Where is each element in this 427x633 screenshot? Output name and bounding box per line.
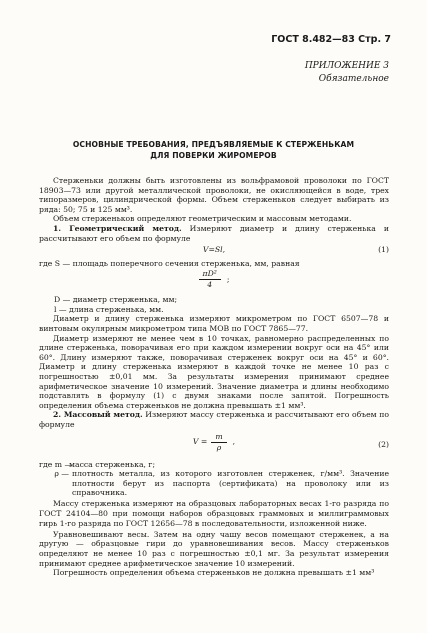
area-fraction-numerator: πD² <box>202 269 217 279</box>
formula-2-numerator: m <box>215 431 223 441</box>
formula-1-number: (1) <box>378 244 389 254</box>
appendix-label <box>305 60 389 86</box>
definition-diameter: D — диаметр стерженька, мм; <box>54 295 178 305</box>
formula-2 <box>39 432 389 460</box>
formula-2-denominator: ρ <box>211 442 226 453</box>
appendix-status: Обязательное <box>318 74 389 84</box>
section-title <box>0 139 427 161</box>
definition-mass-text: масса стерженька, г; <box>69 459 156 469</box>
paragraph-volume-methods: Объем стерженьков определяют геометрическим и массовым методами. <box>53 214 352 224</box>
formula-2-fraction <box>211 432 226 453</box>
area-fraction-suffix: ; <box>226 274 230 284</box>
formula-1 <box>39 245 389 259</box>
area-fraction <box>39 269 389 295</box>
definition-density <box>39 469 389 498</box>
definition-mass-label: где m — <box>39 459 73 469</box>
variable-definitions-1 <box>39 295 389 314</box>
title-line-1: ОСНОВНЫЕ ТРЕБОВАНИЯ, ПРЕДЪЯВЛЯЕМЫЕ К СТЕРЖЕНЬКАМ <box>72 140 355 149</box>
paragraph-requirements: Стерженьки должны быть изготовлены из вольфрамовой проволоки по ГОСТ 18903—73 или другой металлической проволоки, не окисляющейся в воде, трех типоразмеров, цилиндрической формы. Объем стерженьков следует выбирать из ряда: 50; 75 и 125 мм³. <box>39 176 389 214</box>
paragraph-mass-method <box>39 410 389 429</box>
appendix-number: ПРИЛОЖЕНИЕ 3 <box>304 61 389 71</box>
area-fraction-denominator: 4 <box>199 279 221 290</box>
title-line-2: ДЛЯ ПОВЕРКИ ЖИРОМЕРОВ <box>150 151 277 160</box>
mass-method-text: Измеряют массу стерженька и рассчитывают его объем по формуле <box>39 410 389 429</box>
document-body <box>39 176 389 578</box>
definition-mass <box>39 460 389 470</box>
definition-density-text: плотность металла, из которого изготовлен стерженек, г/мм³. Значение плотности берут из паспорта (сертификата) на проволоку или из справочника. <box>72 469 389 498</box>
paragraph-measurement-procedure: Диаметр измеряют не менее чем в 10 точках, равномерно распределенных по длине стерженька, поворачивая его при каждом измерении вокруг оси на 45° или 60°. Длину измеряют также, поворачивая стерженек вокруг оси на 45° и 60°. Диаметр и длину стерженька измеряют в каждой точке не менее 10 раз с погрешностью ±0,01 мм. За результаты измерения принимают среднее арифметическое значение 10 измерений. Значение диаметра и длины необходимо подставлять в формулу (1) с двумя знаками после запятой. Погрешность определения объема стерженьков не должна превышать ±1 мм³. <box>39 333 389 410</box>
paragraph-error-limit: Погрешность определения объема стерженьков не должна превышать ±1 мм³ <box>53 568 375 578</box>
geometric-method-text: Измеряют диаметр и длину стерженька и рассчитывают его объем по формуле <box>39 223 389 243</box>
page-header: ГОСТ 8.482—83 Стр. 7 <box>271 34 391 45</box>
mass-method-heading: 2. Массовый метод. <box>53 410 143 420</box>
formula-2-suffix: , <box>232 437 236 447</box>
formula-1-expression: V=Sl, <box>202 244 226 254</box>
paragraph-balancing: Уравновешивают весы. Затем на одну чашу весов помещают стерженек, а на другую — образцовые гири до уравновешивания весов. Массу стерженьков определяют не менее 10 раз с погрешностью ±0,1 мг. За результат измерения принимают среднее арифметическое значение 10 измерений. <box>39 529 389 568</box>
paragraph-area-definition: где S — площадь поперечного сечения стерженька, мм, равная <box>39 258 300 268</box>
definition-length: l — длина стерженька, мм. <box>54 304 164 314</box>
definition-density-label: ρ — <box>54 469 69 479</box>
paragraph-geometric-method <box>39 224 389 243</box>
geometric-method-heading: 1. Геометрический метод. <box>53 223 182 233</box>
formula-2-lhs: V = <box>192 437 208 447</box>
formula-2-number: (2) <box>378 439 389 449</box>
paragraph-instruments: Диаметр и длину стерженька измеряют микрометром по ГОСТ 6507—78 и винтовым окулярным микрометром типа МОВ по ГОСТ 7865—77. <box>39 314 389 334</box>
area-fraction-body <box>199 269 221 290</box>
paragraph-weighing: Массу стерженька измеряют на образцовых лабораторных весах 1-го разряда по ГОСТ 24104—80 при помощи наборов образцовых граммовых и миллиграммовых гирь 1-го разряда по ГОСТ 12656—78 в последовательности, изложенной ниже. <box>39 499 389 528</box>
